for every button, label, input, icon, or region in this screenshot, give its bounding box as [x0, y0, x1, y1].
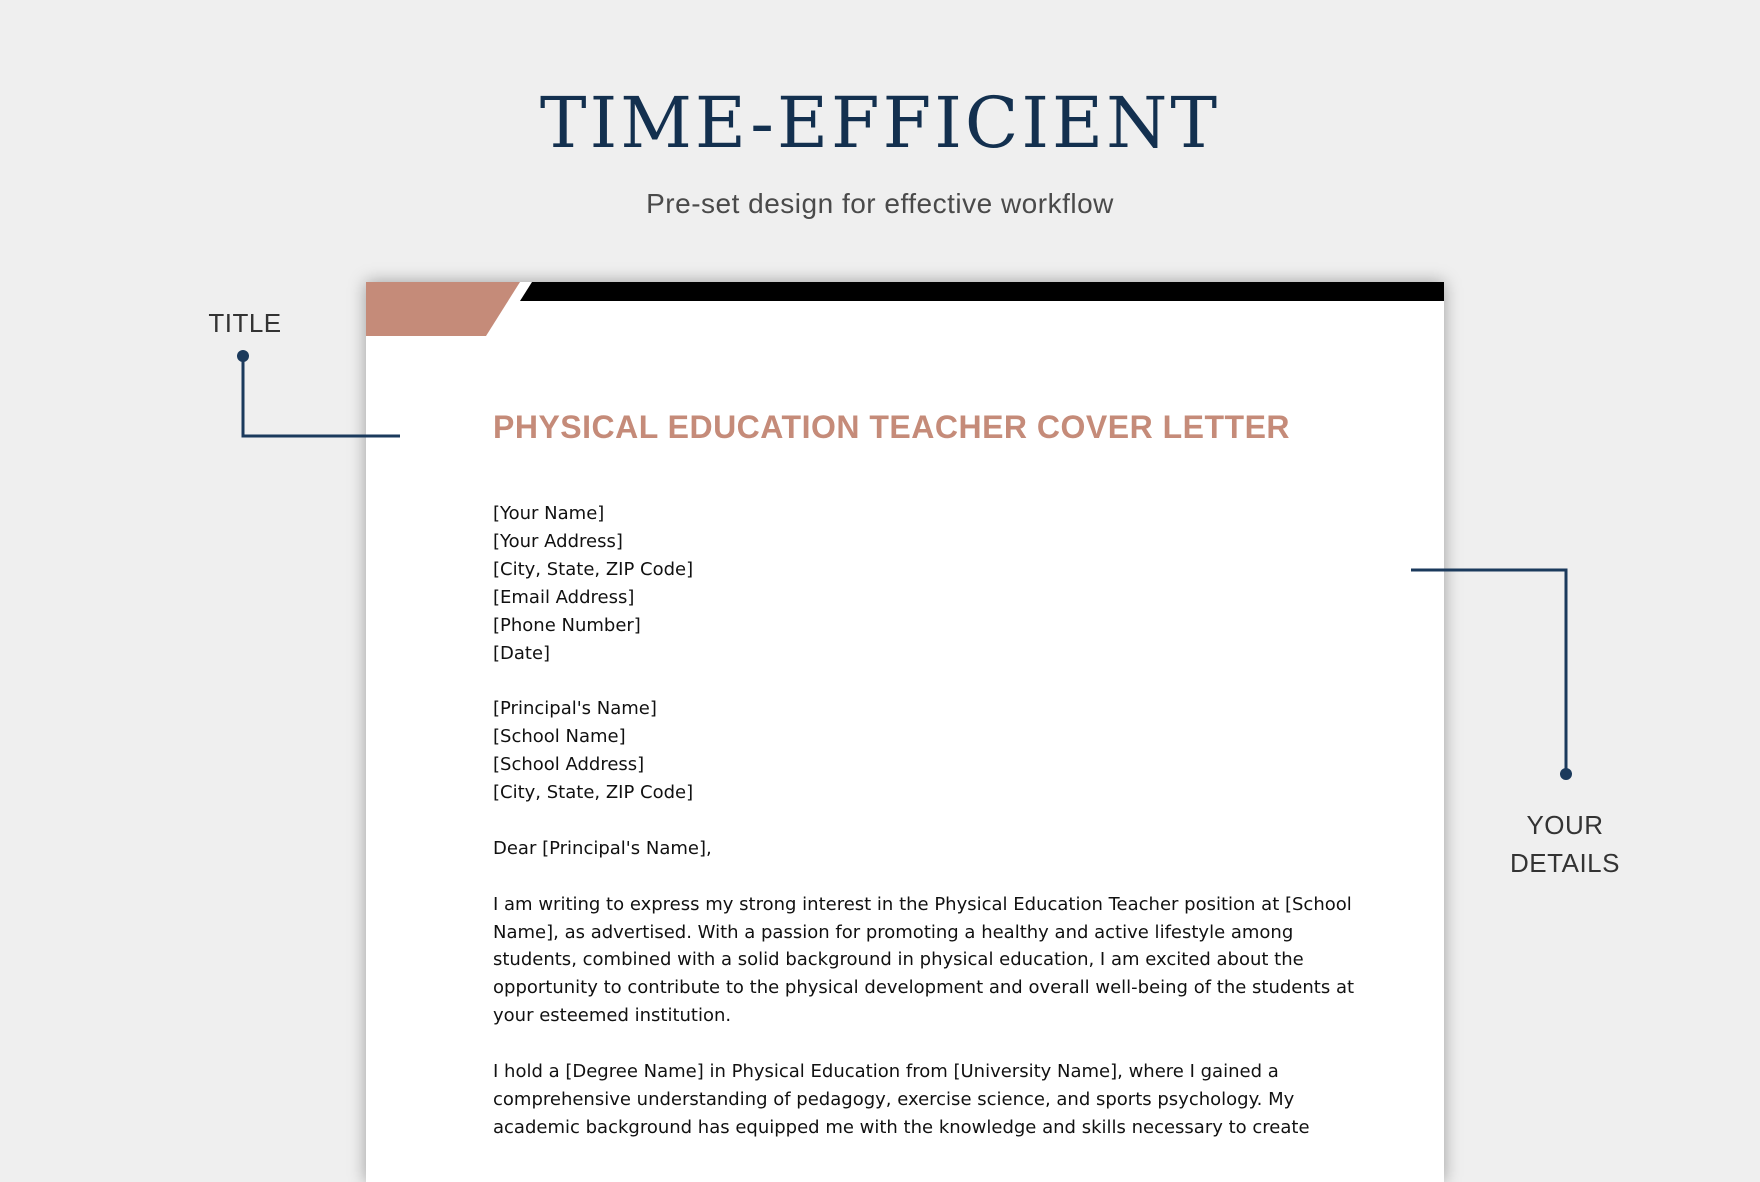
paragraph-line: comprehensive understanding of pedagogy, exercise science, and sports psychology. My	[493, 1088, 1295, 1110]
sender-city: [City, State, ZIP Code]	[493, 558, 694, 580]
recipient-city: [City, State, ZIP Code]	[493, 782, 694, 804]
paragraph-2	[493, 1058, 1343, 1142]
sender-email: [Email Address]	[493, 586, 635, 608]
details-connector-dot	[1560, 768, 1572, 780]
paragraph-line: students, combined with a solid background in physical education, I am excited about the	[493, 949, 1304, 971]
recipient-school: [School Name]	[493, 726, 626, 748]
accent-tab-shape	[366, 282, 520, 336]
letter-page	[366, 282, 1444, 1182]
title-annotation-label: TITLE	[208, 308, 282, 338]
paragraph-line: your esteemed institution.	[493, 1005, 732, 1027]
letter-date: [Date]	[493, 642, 551, 664]
sender-name: [Your Name]	[493, 503, 605, 524]
page-subheadline: Pre-set design for effective workflow	[646, 188, 1114, 219]
sender-address: [Your Address]	[493, 530, 623, 552]
paragraph-1	[493, 891, 1355, 1031]
salutation: Dear [Principal's Name],	[493, 837, 712, 859]
document-title: PHYSICAL EDUCATION TEACHER COVER LETTER	[493, 409, 1291, 445]
details-label-line2: DETAILS	[1510, 848, 1620, 878]
paragraph-line: I am writing to express my strong interest in the Physical Education Teacher position at [School	[493, 893, 1352, 915]
recipient-address: [School Address]	[493, 754, 645, 776]
paragraph-line: Name], as advertised. With a passion for promoting a healthy and active lifestyle among	[493, 921, 1294, 943]
paragraph-line: academic background has equipped me with the knowledge and skills necessary to create	[493, 1116, 1310, 1138]
recipient-block	[493, 695, 1343, 807]
letter-body	[493, 500, 1355, 1142]
paragraph-line: opportunity to contribute to the physical development and overall well-being of the students at	[493, 977, 1355, 999]
header-decoration	[366, 282, 1444, 342]
details-annotation-label	[1500, 806, 1630, 882]
title-connector-dot	[237, 350, 249, 362]
page-headline: TIME-EFFICIENT	[539, 82, 1221, 164]
recipient-name: [Principal's Name]	[493, 698, 657, 720]
sender-block	[493, 500, 1343, 667]
details-label-line1: YOUR	[1526, 810, 1604, 840]
black-header-bar	[520, 282, 1444, 301]
paragraph-line: I hold a [Degree Name] in Physical Education from [University Name], where I gained a	[493, 1061, 1279, 1083]
sender-phone: [Phone Number]	[493, 614, 641, 636]
